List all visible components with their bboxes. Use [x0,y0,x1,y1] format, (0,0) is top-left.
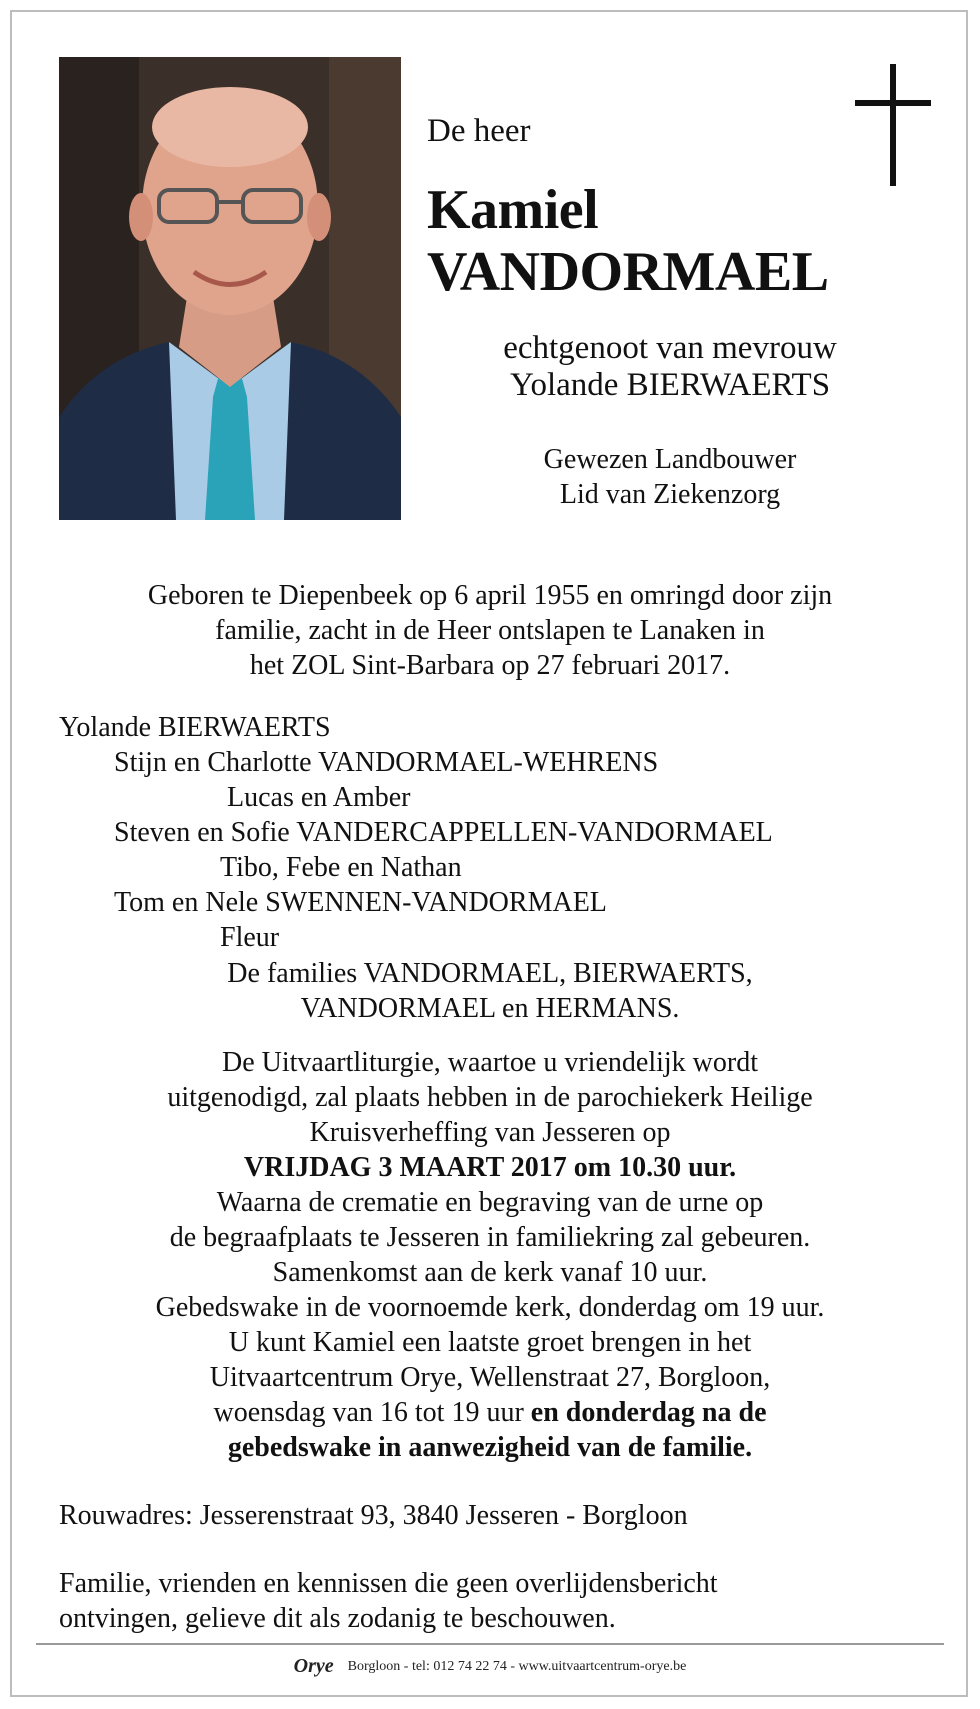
families-line-1: De families VANDORMAEL, BIERWAERTS, [227,958,753,989]
family-child-1: Stijn en Charlotte VANDORMAEL-WEHRENS [114,747,659,778]
family-child-2: Steven en Sofie VANDERCAPPELLEN-VANDORMAEL [114,817,773,848]
ceremony-line-3: Kruisverheffing van Jesseren op [309,1117,671,1148]
families-line-2: VANDORMAEL en HERMANS. [300,993,680,1024]
family-wife: Yolande BIERWAERTS [59,712,331,743]
mourning-address: Rouwadres: Jesserenstraat 93, 3840 Jesseren - Borgloon [59,1500,688,1531]
ceremony-line-12: gebedswake in aanwezigheid van de familie. [227,1432,753,1463]
spouse-line-2: Yolande BIERWAERTS [509,367,831,403]
occupation-line-1: Gewezen Landbouwer [543,444,797,475]
ceremony-line-2: uitgenodigd, zal plaats hebben in de parochiekerk Heilige [167,1082,813,1113]
cross-icon [855,64,931,186]
birth-death-line-2: familie, zacht in de Heer ontslapen te Lanaken in [215,615,765,646]
birth-death-line-3: het ZOL Sint-Barbara op 27 februari 2017. [249,650,731,681]
ceremony-line-10: Uitvaartcentrum Orye, Wellenstraat 27, Borgloon, [209,1362,771,1393]
ceremony-line-7: Samenkomst aan de kerk vanaf 10 uur. [272,1257,708,1288]
ceremony-line-8: Gebedswake in de voornoemde kerk, donderdag om 19 uur. [155,1292,825,1323]
ceremony-line-1: De Uitvaartliturgie, waartoe u vriendelijk wordt [222,1047,758,1078]
family-grandchildren-3: Fleur [220,922,280,953]
ceremony-line-6: de begraafplaats te Jesseren in familiekring zal gebeuren. [169,1222,811,1253]
footer [0,1655,980,1678]
family-grandchildren-1: Lucas en Amber [227,782,411,813]
title-prefix: De heer [427,113,531,149]
birth-death-line-1: Geboren te Diepenbeek op 6 april 1955 en omringd door zijn [147,580,833,611]
ceremony-line-9: U kunt Kamiel een laatste groet brengen in het [228,1327,752,1358]
occupation-line-2: Lid van Ziekenzorg [559,479,781,510]
family-child-3: Tom en Nele SWENNEN-VANDORMAEL [114,887,607,918]
family-grandchildren-2: Tibo, Febe en Nathan [220,852,462,883]
first-name: Kamiel [427,179,599,241]
ceremony-date: VRIJDAG 3 MAART 2017 om 10.30 uur. [243,1152,737,1183]
last-name: VANDORMAEL [427,241,829,303]
spouse-line-1: echtgenoot van mevrouw [503,330,837,366]
funeral-home-logo: Orye [293,1655,334,1677]
portrait-photo [59,57,401,520]
ceremony-line-11-bold: en donderdag na de [530,1397,767,1428]
ceremony-line-11-regular: woensdag van 16 tot 19 uur [213,1397,531,1428]
notice-line-1: Familie, vrienden en kennissen die geen overlijdensbericht [59,1568,718,1599]
notice-line-2: ontvingen, gelieve dit als zodanig te beschouwen. [59,1603,616,1634]
footer-divider [36,1643,944,1645]
footer-contact: Borgloon - tel: 012 74 22 74 - www.uitvaartcentrum-orye.be [347,1659,687,1674]
ceremony-line-5: Waarna de crematie en begraving van de urne op [216,1187,764,1218]
ceremony-line-11 [0,1396,980,1430]
